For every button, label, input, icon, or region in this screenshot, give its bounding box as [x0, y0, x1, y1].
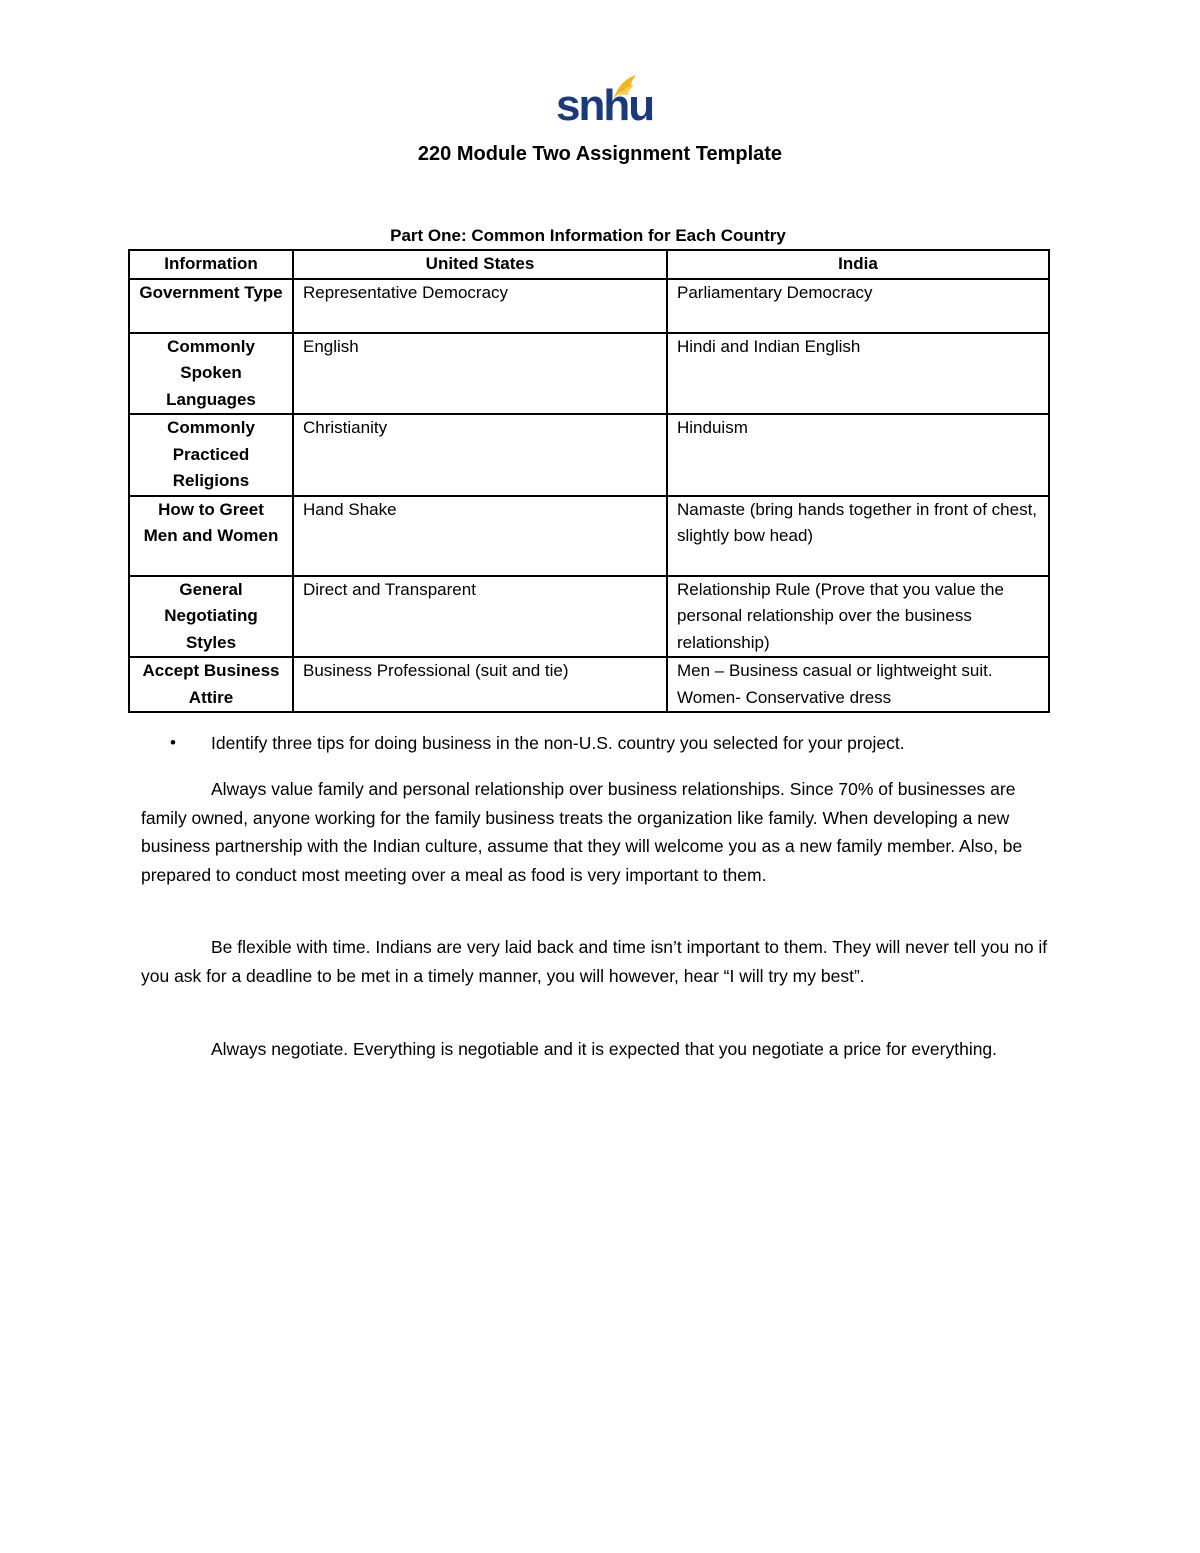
row-label: Accept Business Attire [129, 657, 293, 712]
table-caption: Part One: Common Information for Each Country [390, 226, 786, 245]
india-cell: Parliamentary Democracy [667, 279, 1049, 333]
table-header-row [129, 250, 1049, 279]
bullet-dot-icon: • [170, 733, 176, 752]
row-label: Commonly Practiced Religions [129, 414, 293, 496]
row-label: Government Type [129, 279, 293, 333]
us-cell: Hand Shake [293, 496, 667, 576]
table-row [129, 576, 1049, 658]
india-cell: Relationship Rule (Prove that you value the personal relationship over the business relationship) [667, 576, 1049, 658]
india-cell: Namaste (bring hands together in front of chest, slightly bow head) [667, 496, 1049, 576]
table-row [129, 657, 1049, 712]
tip-paragraph-2: Be flexible with time. Indians are very laid back and time isn’t important to them. They will never tell you no if you ask for a deadline to be met in a timely manner, you will however, hear “I will try my best”. [141, 937, 1048, 986]
country-info-table [128, 249, 1050, 713]
us-cell: Business Professional (suit and tie) [293, 657, 667, 712]
header-india: India [667, 250, 1049, 279]
bullet-prompt: Identify three tips for doing business in the non-U.S. country you selected for your project. [211, 733, 905, 753]
india-cell: Hinduism [667, 414, 1049, 496]
document-title: 220 Module Two Assignment Template [417, 143, 783, 165]
row-label: How to Greet Men and Women [129, 496, 293, 576]
row-label: Commonly Spoken Languages [129, 333, 293, 415]
logo-wordmark: snhu [556, 81, 654, 130]
india-cell: Hindi and Indian English [667, 333, 1049, 415]
us-cell: Representative Democracy [293, 279, 667, 333]
table-row [129, 496, 1049, 576]
table-row [129, 333, 1049, 415]
row-label: General Negotiating Styles [129, 576, 293, 658]
snhu-logo [548, 72, 654, 134]
tip-paragraph-3: Always negotiate. Everything is negotiable and it is expected that you negotiate a price for everything. [211, 1039, 998, 1059]
us-cell: Christianity [293, 414, 667, 496]
india-cell: Men – Business casual or lightweight suit. Women- Conservative dress [667, 657, 1049, 712]
tip-paragraph-1: Always value family and personal relationship over business relationships. Since 70% of businesses are family owned, anyone working for the family business treats the organization like family. When developing a new business partnership with the Indian culture, assume that they will welcome you as a new family member. Also, be prepared to conduct most meeting over a meal as food is very important to them. [141, 779, 1023, 885]
header-information: Information [129, 250, 293, 279]
table-row [129, 279, 1049, 333]
header-united-states: United States [293, 250, 667, 279]
table-row [129, 414, 1049, 496]
us-cell: Direct and Transparent [293, 576, 667, 658]
us-cell: English [293, 333, 667, 415]
